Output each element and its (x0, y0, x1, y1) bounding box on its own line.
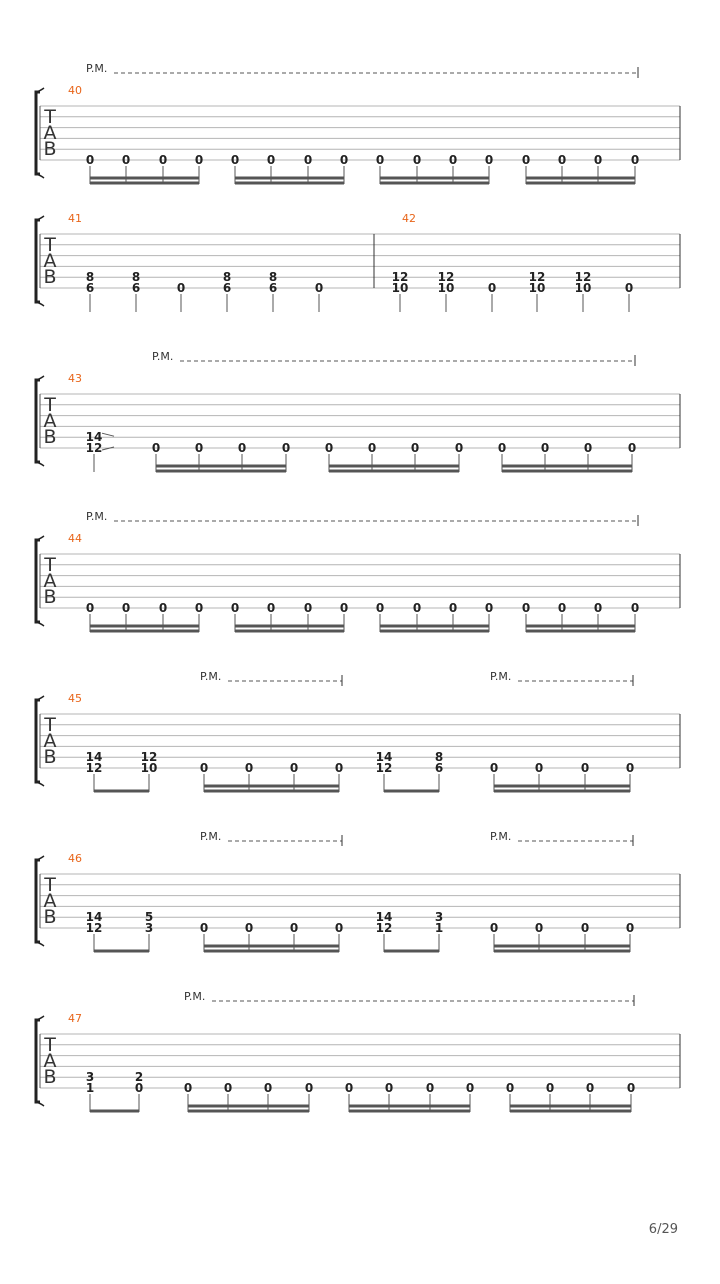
fret-number: 0 (375, 601, 385, 615)
fret-number: 0 (489, 921, 499, 935)
beam (90, 182, 199, 185)
beam (94, 950, 149, 953)
fret-number: 0 (314, 281, 324, 295)
beam (94, 790, 149, 793)
fret-number: 0 (465, 1081, 475, 1095)
fret-number: 3 (144, 921, 154, 935)
tab-clef-letter: T (44, 1034, 56, 1056)
palm-mute-label: P.M. (200, 670, 222, 683)
fret-number: 0 (593, 601, 603, 615)
fret-number: 0 (194, 441, 204, 455)
fret-number: 12 (85, 441, 103, 455)
fret-number: 0 (484, 601, 494, 615)
beam (90, 1110, 139, 1113)
fret-number: 0 (199, 761, 209, 775)
fret-number: 14 (375, 750, 393, 765)
fret-number: 12 (375, 921, 393, 935)
fret-number: 0 (334, 921, 344, 935)
fret-number: 10 (437, 281, 455, 295)
beam (510, 1105, 631, 1108)
beam (502, 470, 632, 473)
system-bracket (36, 380, 40, 462)
fret-number: 6 (434, 761, 444, 775)
measure-number: 40 (68, 84, 82, 97)
fret-number: 6 (85, 281, 95, 295)
fret-number: 8 (268, 270, 278, 285)
beam (494, 945, 630, 948)
palm-mute-label: P.M. (490, 830, 512, 843)
measure-number: 44 (68, 532, 82, 545)
fret-number: 0 (505, 1081, 515, 1095)
tab-clef-letter: A (43, 410, 57, 432)
fret-number: 0 (545, 1081, 555, 1095)
fret-number: 0 (484, 153, 494, 167)
tab-system (36, 62, 680, 185)
fret-number: 0 (487, 281, 497, 295)
tab-system (36, 830, 680, 953)
beam (204, 950, 339, 953)
fret-number: 0 (630, 601, 640, 615)
fret-number: 0 (121, 153, 131, 167)
beam (235, 177, 344, 180)
tab-clef-letter: B (43, 746, 57, 768)
tab-clef-letter: T (44, 874, 56, 896)
fret-number: 0 (534, 921, 544, 935)
beam (380, 630, 489, 633)
fret-number: 0 (334, 761, 344, 775)
fret-number: 0 (425, 1081, 435, 1095)
beam (349, 1110, 470, 1113)
tab-system (36, 510, 680, 633)
beam (204, 945, 339, 948)
fret-number: 8 (85, 270, 95, 285)
beam (90, 630, 199, 633)
fret-number: 0 (194, 153, 204, 167)
measure-number: 46 (68, 852, 82, 865)
fret-number: 0 (289, 921, 299, 935)
fret-number: 8 (222, 270, 232, 285)
fret-number: 0 (489, 761, 499, 775)
fret-number: 0 (199, 921, 209, 935)
fret-number: 0 (454, 441, 464, 455)
beam (90, 177, 199, 180)
fret-number: 0 (263, 1081, 273, 1095)
fret-number: 12 (140, 750, 158, 765)
tab-system (36, 212, 680, 312)
tab-system (36, 990, 680, 1113)
fret-number: 0 (448, 153, 458, 167)
fret-number: 0 (630, 153, 640, 167)
beam (204, 790, 339, 793)
measure-number: 47 (68, 1012, 82, 1025)
fret-number: 6 (268, 281, 278, 295)
fret-number: 0 (625, 761, 635, 775)
fret-number: 0 (339, 153, 349, 167)
fret-number: 2 (134, 1070, 144, 1085)
beam (510, 1110, 631, 1113)
fret-number: 0 (339, 601, 349, 615)
fret-number: 0 (448, 601, 458, 615)
beam (188, 1110, 309, 1113)
fret-number: 14 (85, 430, 103, 445)
tab-clef-letter: B (43, 1066, 57, 1088)
fret-number: 0 (534, 761, 544, 775)
fret-number: 0 (624, 281, 634, 295)
tab-clef-letter: T (44, 554, 56, 576)
fret-number: 0 (85, 601, 95, 615)
fret-number: 0 (521, 601, 531, 615)
fret-number: 0 (121, 601, 131, 615)
system-bracket (36, 860, 40, 942)
beam (526, 177, 635, 180)
fret-number: 0 (585, 1081, 595, 1095)
palm-mute-label: P.M. (86, 62, 108, 75)
beam (235, 625, 344, 628)
beam (329, 465, 459, 468)
system-bracket (36, 1020, 40, 1102)
beam (380, 625, 489, 628)
fret-number: 10 (574, 281, 592, 295)
beam (494, 790, 630, 793)
fret-number: 0 (626, 1081, 636, 1095)
tab-clef-letter: B (43, 138, 57, 160)
fret-number: 0 (344, 1081, 354, 1095)
measure-number: 43 (68, 372, 82, 385)
fret-number: 0 (412, 601, 422, 615)
fret-number: 10 (140, 761, 158, 775)
fret-number: 0 (183, 1081, 193, 1095)
tab-clef-letter: B (43, 906, 57, 928)
fret-number: 1 (434, 921, 444, 935)
fret-number: 10 (528, 281, 546, 295)
fret-number: 12 (85, 761, 103, 775)
beam (380, 182, 489, 185)
beam (188, 1105, 309, 1108)
fret-number: 0 (289, 761, 299, 775)
slide-mark (102, 433, 114, 436)
fret-number: 0 (266, 601, 276, 615)
fret-number: 0 (134, 1081, 144, 1095)
beam (502, 465, 632, 468)
fret-number: 0 (557, 601, 567, 615)
fret-number: 0 (304, 1081, 314, 1095)
fret-number: 0 (384, 1081, 394, 1095)
tab-clef-letter: T (44, 394, 56, 416)
fret-number: 3 (434, 910, 444, 925)
fret-number: 10 (391, 281, 409, 295)
fret-number: 6 (131, 281, 141, 295)
tab-system (36, 350, 680, 473)
palm-mute-label: P.M. (490, 670, 512, 683)
fret-number: 6 (222, 281, 232, 295)
beam (329, 470, 459, 473)
fret-number: 8 (131, 270, 141, 285)
fret-number: 0 (521, 153, 531, 167)
fret-number: 5 (144, 910, 154, 925)
fret-number: 0 (230, 601, 240, 615)
fret-number: 0 (176, 281, 186, 295)
fret-number: 8 (434, 750, 444, 765)
fret-number: 0 (158, 153, 168, 167)
beam (384, 950, 439, 953)
fret-number: 0 (194, 601, 204, 615)
tab-clef-letter: A (43, 730, 57, 752)
fret-number: 0 (324, 441, 334, 455)
fret-number: 12 (574, 270, 592, 285)
palm-mute-label: P.M. (152, 350, 174, 363)
fret-number: 0 (230, 153, 240, 167)
fret-number: 0 (625, 921, 635, 935)
page-number: 6/29 (648, 1222, 678, 1237)
fret-number: 0 (497, 441, 507, 455)
fret-number: 0 (223, 1081, 233, 1095)
beam (156, 465, 286, 468)
fret-number: 0 (237, 441, 247, 455)
tab-clef-letter: A (43, 1050, 57, 1072)
beam (526, 625, 635, 628)
fret-number: 0 (580, 761, 590, 775)
fret-number: 12 (375, 761, 393, 775)
fret-number: 12 (85, 921, 103, 935)
measure-number: 42 (402, 212, 416, 225)
fret-number: 0 (627, 441, 637, 455)
tab-system (36, 670, 680, 793)
fret-number: 14 (375, 910, 393, 925)
tab-clef-letter: B (43, 426, 57, 448)
beam (204, 785, 339, 788)
fret-number: 0 (580, 921, 590, 935)
palm-mute-label: P.M. (184, 990, 206, 1003)
fret-number: 0 (266, 153, 276, 167)
fret-number: 0 (281, 441, 291, 455)
beam (494, 785, 630, 788)
fret-number: 0 (85, 153, 95, 167)
beam (380, 177, 489, 180)
fret-number: 0 (583, 441, 593, 455)
beam (349, 1105, 470, 1108)
beam (156, 470, 286, 473)
system-bracket (36, 92, 40, 174)
beam (235, 182, 344, 185)
measure-number: 41 (68, 212, 82, 225)
fret-number: 14 (85, 910, 103, 925)
tab-clef-letter: A (43, 122, 57, 144)
tab-clef-letter: A (43, 250, 57, 272)
fret-number: 0 (158, 601, 168, 615)
palm-mute-label: P.M. (86, 510, 108, 523)
fret-number: 12 (391, 270, 409, 285)
fret-number: 14 (85, 750, 103, 765)
fret-number: 0 (375, 153, 385, 167)
fret-number: 0 (151, 441, 161, 455)
measure-number: 45 (68, 692, 82, 705)
system-bracket (36, 700, 40, 782)
fret-number: 0 (540, 441, 550, 455)
fret-number: 0 (367, 441, 377, 455)
tab-clef-letter: A (43, 570, 57, 592)
palm-mute-label: P.M. (200, 830, 222, 843)
tab-clef-letter: B (43, 586, 57, 608)
beam (384, 790, 439, 793)
tab-clef-letter: A (43, 890, 57, 912)
beam (494, 950, 630, 953)
beam (526, 630, 635, 633)
fret-number: 0 (303, 601, 313, 615)
tab-clef-letter: B (43, 266, 57, 288)
fret-number: 0 (303, 153, 313, 167)
system-bracket (36, 540, 40, 622)
fret-number: 3 (85, 1070, 95, 1085)
fret-number: 12 (528, 270, 546, 285)
fret-number: 0 (557, 153, 567, 167)
fret-number: 0 (593, 153, 603, 167)
fret-number: 0 (410, 441, 420, 455)
fret-number: 1 (85, 1081, 95, 1095)
tab-clef-letter: T (44, 234, 56, 256)
tab-clef-letter: T (44, 714, 56, 736)
fret-number: 0 (412, 153, 422, 167)
beam (526, 182, 635, 185)
beam (90, 625, 199, 628)
fret-number: 0 (244, 921, 254, 935)
system-bracket (36, 220, 40, 302)
beam (235, 630, 344, 633)
tab-clef-letter: T (44, 106, 56, 128)
fret-number: 0 (244, 761, 254, 775)
fret-number: 12 (437, 270, 455, 285)
